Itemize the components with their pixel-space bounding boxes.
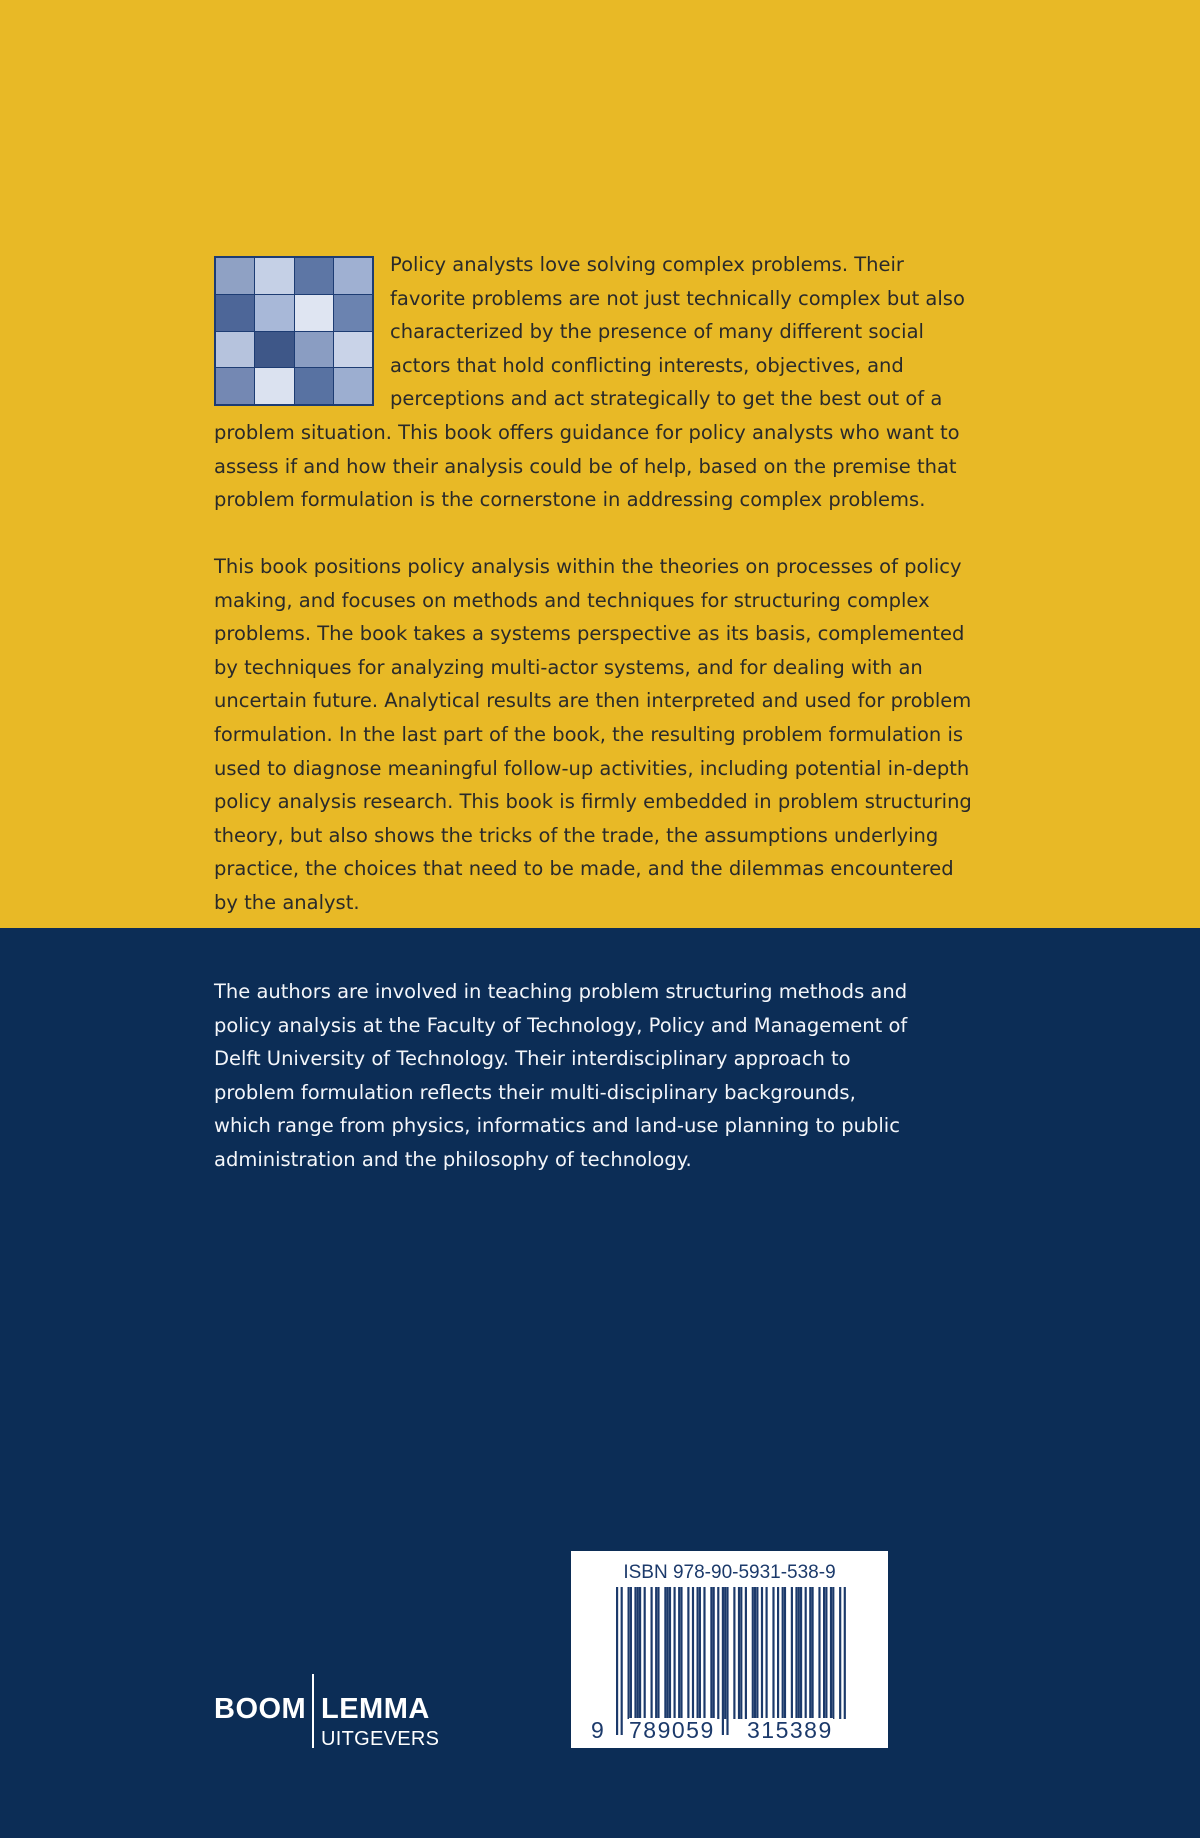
barcode-bar [830, 1587, 832, 1735]
barcode-bar [795, 1587, 797, 1719]
barcode-bar [800, 1587, 802, 1719]
barcode-bar [667, 1587, 669, 1719]
barcode-bar [756, 1587, 758, 1719]
barcode-bar [805, 1587, 807, 1719]
barcode-bar [818, 1587, 820, 1719]
barcode-right-digits: 315389 [747, 1717, 833, 1743]
barcode-bar [724, 1587, 726, 1719]
barcode-bar [687, 1587, 689, 1719]
barcode-bar [628, 1587, 630, 1719]
barcode-bar [825, 1587, 827, 1719]
barcode-bar [823, 1587, 825, 1719]
barcode-bar [651, 1587, 653, 1719]
barcode-bars [616, 1587, 846, 1735]
barcode-bar [637, 1587, 639, 1719]
barcode-bar [766, 1587, 768, 1719]
barcode-bar [752, 1587, 754, 1719]
barcode-bar [733, 1587, 735, 1719]
authors-paragraph: The authors are involved in teaching problem structuring methods and policy analysis at the Faculty of Technology, Policy and Management of Delft University of Technology. Their interdisciplinary approach to problem formulation reflects their multi-disciplinary backgrounds, which range from physics, informatics and land-use planning to public administration and the philosophy of technology. [214, 980, 908, 1171]
barcode-bar [630, 1587, 632, 1719]
barcode-bar [754, 1587, 756, 1719]
barcode-bar [809, 1587, 811, 1719]
barcode-bar [782, 1587, 784, 1719]
barcode-bar [726, 1587, 728, 1735]
barcode-bar [722, 1587, 724, 1735]
barcode-bar [745, 1587, 747, 1719]
barcode-bar [784, 1587, 786, 1719]
barcode-bar [655, 1587, 657, 1719]
publisher-name-right: LEMMA [321, 1693, 430, 1725]
description-paragraph-1 [214, 248, 980, 517]
barcode-bar [621, 1587, 623, 1735]
description-paragraph-2: This book positions policy analysis within the theories on processes of policy making, and focuses on methods and techniques for structuring complex problems. The book takes a systems perspective as its basis, complemented by techniques for analyzing multi-actor systems, and for dealing with an uncertain future. Analytical results are then interpreted and used for problem formulation. In the last part of the book, the resulting problem formulation is used to diagnose meaningful follow-up activities, including potential in-depth policy analysis research. This book is firmly embedded in problem structuring theory, but also shows the tricks of the trade, the assumptions underlying practice, the choices that need to be made, and the dilemmas encountered by the analyst. [214, 555, 972, 914]
barcode-bar [844, 1587, 846, 1719]
barcode-bar [740, 1587, 742, 1719]
barcode-bar [717, 1587, 719, 1719]
barcode-bar [839, 1587, 841, 1719]
barcode-bar [791, 1587, 793, 1719]
barcode-bar [616, 1587, 618, 1735]
isbn-label: ISBN 978-90-5931-538-9 [623, 1562, 836, 1583]
barcode-left-digits: 789059 [629, 1717, 715, 1743]
barcode-bar [678, 1587, 680, 1719]
barcode-bar [697, 1587, 699, 1719]
barcode-bar [657, 1587, 659, 1719]
barcode [571, 1551, 888, 1748]
barcode-bar [713, 1587, 715, 1719]
barcode-bar [812, 1587, 814, 1719]
barcode-bar [639, 1587, 641, 1719]
barcode-bar [703, 1587, 705, 1719]
publisher-subtitle: UITGEVERS [321, 1728, 440, 1750]
barcode-bar [692, 1587, 694, 1719]
barcode-bar [777, 1587, 779, 1719]
barcode-bar [634, 1587, 636, 1719]
barcode-bar [710, 1587, 712, 1719]
barcode-bar [664, 1587, 666, 1719]
publisher-name-left: BOOM [214, 1693, 307, 1725]
barcode-bar [798, 1587, 800, 1719]
barcode-bar [680, 1587, 682, 1719]
barcode-first-digit: 9 [591, 1717, 606, 1743]
description-paragraph-1-text: Policy analysts love solving complex problems. Their favorite problems are not just technically complex but also characterized by the presence of many different social actors that hold conflicting interests, objectives, and perceptions and act strategically to get the best out of a problem situation. This book offers guidance for policy analysts who want to assess if and how their analysis could be of help, based on the premise that problem formulation is the cornerstone in addressing complex problems. [214, 253, 965, 512]
barcode-bar [738, 1587, 740, 1719]
barcode-bar [669, 1587, 671, 1719]
barcode-bar [644, 1587, 646, 1719]
logo-divider [312, 1674, 314, 1748]
barcode-bar [699, 1587, 701, 1719]
photo-collage [214, 256, 374, 406]
barcode-bar [674, 1587, 676, 1719]
barcode-bar [832, 1587, 834, 1719]
barcode-bar [761, 1587, 763, 1719]
barcode-bar [772, 1587, 774, 1719]
